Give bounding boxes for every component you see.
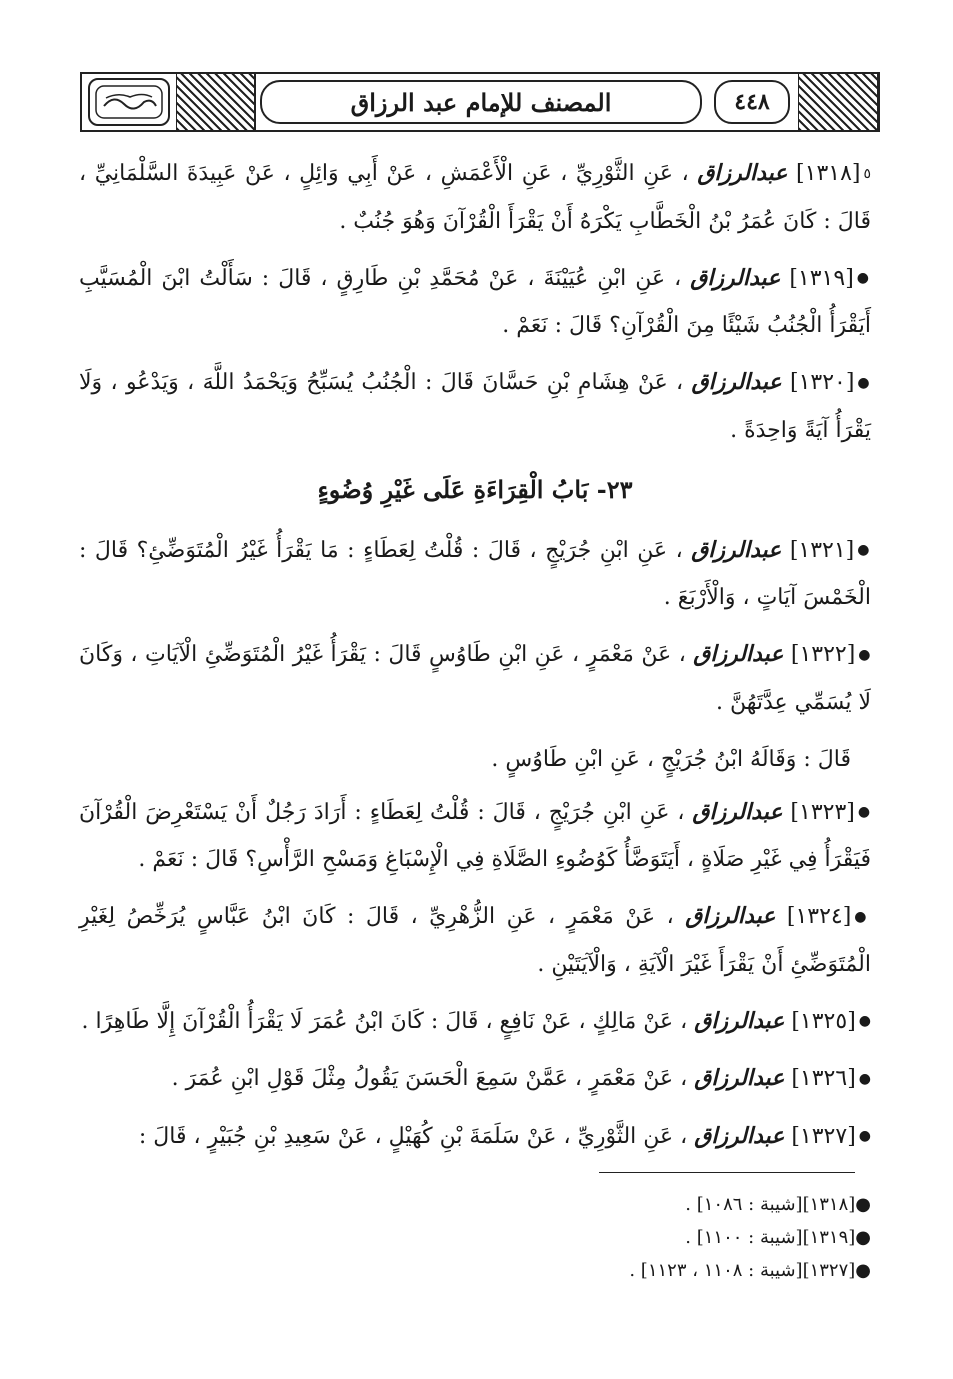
footnote-1319: ●[١٣١٩][شيبة : ١١٠٠] . <box>685 1227 871 1248</box>
hadith-text: ، عَنْ مَالِكٍ ، عَنْ نَافِعٍ ، قَالَ : كَانَ ابْنُ عُمَرَ لَا يَقْرَأُ الْقُرْآنَ إِلَّا طَاهِرًا . <box>81 1008 688 1034</box>
hadith-1324 <box>79 893 871 988</box>
page-number: ٤٤٨ <box>714 80 790 124</box>
narrator-name: عبدالرزاق <box>694 1065 785 1091</box>
narrator-name: عبدالرزاق <box>694 1122 785 1149</box>
hadith-1320 <box>79 359 871 454</box>
hadith-number: [١٣٢٣] <box>790 799 855 825</box>
hadith-text: ، عَنْ مَعْمَرٍ ، عَمَّنْ سَمِعَ الْحَسَنَ يَقُولُ مِثْلَ قَوْلِ ابْنِ عُمَرَ . <box>171 1066 688 1091</box>
hadith-text: ، عَنِ ابْنِ جُرَيْجٍ ، قَالَ : قُلْتُ لِعَطَاءٍ : أَرَادَ رَجُلٌ أَنْ يَسْتَعْرِضَ الْقُرْآنَ فَيَقْرَأُ فِي غَيْرِ صَلَاةٍ ، أَيَتَوَضَّأُ كَوُضُوءِ الصَّلَاةِ فِي الْإِسْبَاغِ وَمَسْحِ الرَّأْسِ؟ قَالَ : نَعَمْ . <box>79 799 871 872</box>
footnotes <box>79 1188 871 1287</box>
hadith-1319 <box>79 255 871 350</box>
entry-bullet: ٥ <box>863 165 872 182</box>
entry-bullet: ● <box>857 804 871 820</box>
narrator-name: عبدالرزاق <box>692 798 783 825</box>
hadith-1323 <box>79 789 871 884</box>
running-title: المصنف للإمام عبد الرزاق <box>260 80 702 124</box>
header-ornament-right <box>798 74 878 130</box>
narrator-name: عبدالرزاق <box>691 369 782 395</box>
hadith-number: [١٣٢٠] <box>789 370 855 395</box>
entry-bullet: ● <box>858 646 871 663</box>
hadith-text: ، عَنْ مَعْمَرٍ ، عَنِ ابْنِ طَاوُسٍ قَالَ : يَقْرَأُ غَيْرُ الْمُتَوَضِّئِ الْآيَاتِ ، وَكَانَ لَا يُسَمِّي عِدَّتَهُنَّ . <box>79 642 871 715</box>
narrator-name: عبدالرزاق <box>697 160 788 186</box>
hadith-number: [١٣٢٥] <box>791 1008 856 1034</box>
hadith-1322 <box>79 631 871 726</box>
hadith-text: ، عَنْ هِشَامِ بْنِ حَسَّانَ قَالَ : الْجُنُبُ يُسَبِّحُ وَيَحْمَدُ اللَّهَ ، وَيَدْعُو ، وَلَا يَقْرَأُ آيَةً وَاحِدَةً . <box>79 370 871 443</box>
footnote-1327: ●[١٣٢٧][شيبة : ١١٠٨ ، ١١٢٣] . <box>629 1260 871 1281</box>
hadith-number: [١٣١٩] <box>789 265 854 291</box>
narrator-name: عبدالرزاق <box>693 641 784 667</box>
narrator-name: عبدالرزاق <box>690 264 781 291</box>
hadith-text: ، عَنِ الثَّوْرِيِّ ، عَنِ الْأَعْمَشِ ، عَنْ أَبِي وَائِلٍ ، عَنْ عَبِيدَةَ السَّلْمَانِيِّ ، قَالَ : كَانَ عُمَرُ بْنُ الْخَطَّابِ يَكْرَهُ أَنْ يَقْرَأَ الْقُرْآنَ وَهُوَ جُنُبٌ . <box>79 161 871 234</box>
hadith-1321 <box>79 527 871 622</box>
main-text <box>79 150 871 1170</box>
page-header <box>80 72 880 132</box>
section-heading: ٢٣- بَابُ الْقِرَاءَةِ عَلَى غَيْرِ وُضُوءٍ <box>317 474 633 504</box>
hadith-1326 <box>79 1055 871 1103</box>
hadith-text: ، عَنِ الثَّوْرِيِّ ، عَنْ سَلَمَةَ بْنِ كُهَيْلٍ ، عَنْ سَعِيدِ بْنِ جُبَيْرٍ ، قَالَ : <box>138 1123 688 1149</box>
header-ornament-left <box>176 74 256 130</box>
entry-bullet: ● <box>858 1128 871 1144</box>
entry-bullet: ● <box>857 542 871 558</box>
narrator-name: عبدالرزاق <box>694 1007 785 1034</box>
hadith-number: [١٣٢٢] <box>790 642 856 667</box>
entry-bullet: ● <box>856 270 871 286</box>
entry-bullet: ● <box>858 1070 871 1087</box>
entry-bullet: ● <box>854 908 872 925</box>
hadith-1325 <box>79 998 871 1046</box>
hadith-text: ، عَنِ ابْنِ عُيَيْنَةَ ، عَنْ مُحَمَّدِ بْنِ طَارِقٍ ، قَالَ : سَأَلْتُ ابْنَ الْمُسَيَّبِ أَيَقْرَأُ الْجُنُبُ شَيْئًا مِنَ الْقُرْآنِ؟ قَالَ : نَعَمْ . <box>79 265 871 338</box>
hadith-1318 <box>79 150 871 245</box>
narrator-name: عبدالرزاق <box>691 536 782 563</box>
hadith-text: ، عَنْ مَعْمَرٍ ، عَنِ الزُّهْرِيِّ ، قَالَ : كَانَ ابْنُ عَبَّاسٍ يُرَخِّصُ لِغَيْرِ الْمُتَوَضِّئِ أَنْ يَقْرَأَ غَيْرَ الْآيَةِ ، وَالْآيَتَيْنِ . <box>79 904 871 977</box>
hadith-number: [١٣٢٧] <box>791 1123 856 1149</box>
hadith-number: [١٣٢١] <box>789 537 855 563</box>
footnote-1318: ●[١٣١٨][شيبة : ١٠٨٦] . <box>685 1194 871 1215</box>
hadith-number: [١٣٢٦] <box>791 1066 856 1091</box>
narration-note: قَالَ : وَقَالَهُ ابْنُ جُرَيْجٍ ، عَنِ ابْنِ طَاوُسٍ . <box>491 746 851 772</box>
hadith-1327 <box>79 1113 871 1161</box>
entry-bullet: ● <box>857 374 871 391</box>
entry-bullet: ● <box>858 1013 871 1029</box>
hadith-number: [١٣١٨] <box>796 161 861 186</box>
book-seal-logo <box>88 78 170 126</box>
seal-graphic <box>94 84 164 120</box>
footnote-divider <box>599 1172 855 1173</box>
hadith-number: [١٣٢٤] <box>786 904 852 929</box>
hadith-text: ، عَنِ ابْنِ جُرَيْجٍ ، قَالَ : قُلْتُ لِعَطَاءٍ : مَا يَقْرَأُ غَيْرُ الْمُتَوَضِّئِ؟ قَالَ : الْخَمْسَ آيَاتٍ ، وَالْأَرْبَعَ . <box>79 537 871 610</box>
narrator-name: عبدالرزاق <box>685 903 776 929</box>
